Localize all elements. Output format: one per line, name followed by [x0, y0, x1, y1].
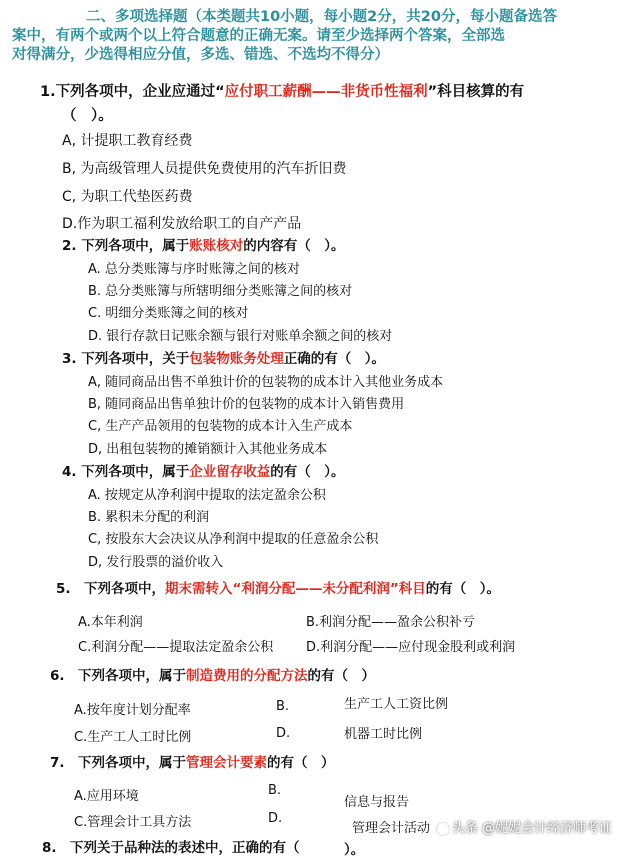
- question-1-stem: 1.下列各项中，企业应通过“应付职工薪酬——非货币性福利”科目核算的有: [40, 84, 525, 100]
- question-3-option-a: A, 随同商品出售不单独计价的包装物的成本计入其他业务成本: [88, 375, 444, 390]
- question-7-option-b: 信息与报告: [344, 795, 410, 810]
- question-3-option-d: D, 出租包装物的摊销额计入其他业务成本: [88, 442, 328, 457]
- question-7-option-b-letter: B.: [268, 783, 282, 798]
- question-7-option-c: C.管理会计工具方法: [74, 815, 192, 830]
- question-1-option-c: C, 为职工代垫医药费: [62, 189, 193, 205]
- question-2-option-a: A. 总分类账簿与序时账簿之间的核对: [88, 262, 300, 277]
- question-4-option-b: B. 累积未分配的利润: [88, 510, 210, 525]
- question-1-option-a: A, 计提职工教育经费: [62, 133, 193, 149]
- question-6-option-c: C.生产工人工时比例: [74, 730, 192, 745]
- question-6-option-a: A.按年度计划分配率: [74, 703, 191, 718]
- question-4-stem: 4. 下列各项中，属于企业留存收益的有（ ）。: [62, 464, 345, 480]
- question-3-option-c: C, 生产产品领用的包装物的成本计入生产成本: [88, 419, 353, 434]
- question-5-keyword: 期末需转入“利润分配——未分配利润”科目: [165, 581, 426, 597]
- question-5-option-b: B.利润分配——盈余公积补亏: [306, 615, 476, 630]
- question-6-stem: 6. 下列各项中，属于制造费用的分配方法的有（ ）: [50, 668, 376, 684]
- header-line-1: 二、多项选择题（本类题共10小题，每小题2分，共20分，每小题备选答: [86, 9, 557, 25]
- question-5-option-d: D.利润分配——应付现金股利或利润: [306, 640, 516, 655]
- question-5-stem: 5. 下列各项中，期末需转入“利润分配——未分配利润”科目的有（ ）。: [56, 581, 501, 597]
- question-7-option-d: 管理会计活动: [352, 821, 431, 836]
- question-6-keyword: 制造费用的分配方法: [186, 668, 308, 684]
- question-7-keyword: 管理会计要素: [186, 755, 268, 771]
- section-header: [12, 8, 612, 65]
- question-3-keyword: 包装物账务处理: [189, 351, 284, 367]
- question-6-option-d-letter: D.: [276, 726, 291, 741]
- question-3-option-b: B, 随同商品出售单独计价的包装物的成本计入销售费用: [88, 397, 405, 412]
- header-line-2: 案中，有两个或两个以上符合题意的正确无案。请至少选择两个答案，全部选: [12, 28, 505, 44]
- question-7-option-d-letter: D.: [268, 811, 283, 826]
- question-8-stem: 8. 下列关于品种法的表述中，正确的有（: [42, 840, 300, 856]
- question-6-option-d: 机器工时比例: [344, 727, 423, 742]
- question-4-option-a: A. 按规定从净利润中提取的法定盈余公积: [88, 488, 326, 503]
- question-2-stem: 2. 下列各项中，属于账账核对的内容有（ ）。: [62, 238, 345, 254]
- question-5-option-c: C.利润分配——提取法定盈余公积: [78, 640, 274, 655]
- question-2-option-d: D. 银行存款日记账余额与银行对账单余额之间的核对: [88, 329, 393, 344]
- question-1-option-b: B, 为高级管理人员提供免费使用的汽车折旧费: [62, 161, 347, 177]
- question-7-stem: 7. 下列各项中，属于管理会计要素的有（ ）: [50, 755, 335, 771]
- question-8-paren: ）。: [344, 842, 365, 858]
- question-4-keyword: 企业留存收益: [189, 464, 271, 480]
- question-6-option-b: 生产工人工资比例: [344, 697, 449, 712]
- question-1-keyword: 应付职工薪酬——非货币性福利: [224, 84, 428, 100]
- question-2-option-b: B. 总分类账簿与所辖明细分类账簿之间的核对: [88, 284, 353, 299]
- question-7-option-a: A.应用环境: [74, 789, 139, 804]
- watermark-logo-icon: [436, 822, 450, 836]
- question-4-option-d: D, 发行股票的溢价收入: [88, 555, 224, 570]
- question-1-paren: （ ）。: [62, 108, 113, 124]
- watermark: 头条 @妮妮会计经济师考证: [436, 817, 612, 836]
- question-6-option-b-letter: B.: [276, 699, 290, 714]
- header-line-3: 对得满分，少选得相应分值，多选、错选、不选均不得分）: [12, 47, 389, 63]
- question-3-stem: 3. 下列各项中，关于包装物账务处理正确的有（ ）。: [62, 351, 385, 367]
- question-4-option-c: C, 按股东大会决议从净利润中提取的任意盈余公积: [88, 532, 379, 547]
- question-1-option-d: D.作为职工福利发放给职工的自产产品: [62, 216, 302, 232]
- question-5-option-a: A.本年利润: [78, 615, 143, 630]
- question-2-keyword: 账账核对: [189, 238, 244, 254]
- question-2-option-c: C. 明细分类账簿之间的核对: [88, 306, 249, 321]
